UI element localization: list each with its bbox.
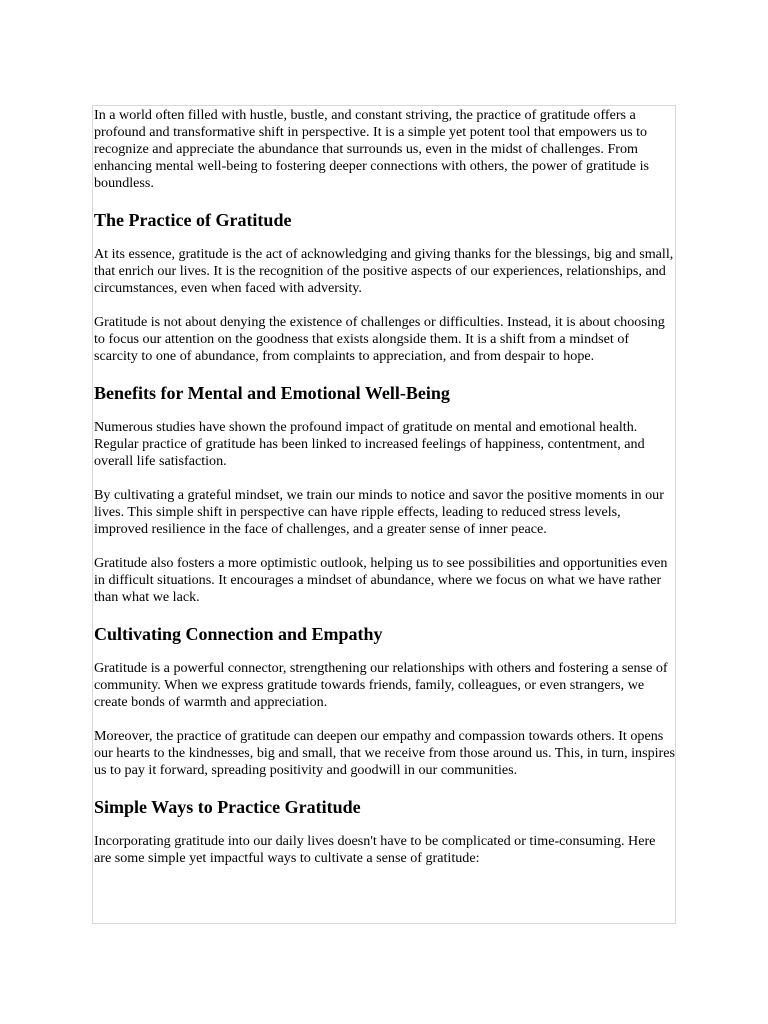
- paragraph: Moreover, the practice of gratitude can deepen our empathy and compassion towards others. It opens our hearts to the kindnesses, big and small, that we receive from those around us. This, in turn, inspires us to pay it forward, spreading positivity and goodwill in our communities.: [94, 728, 675, 778]
- section-heading-simple-ways: Simple Ways to Practice Gratitude: [94, 797, 361, 817]
- paragraph: Gratitude is a powerful connector, strengthening our relationships with others and fostering a sense of community. When we express gratitude towards friends, family, colleagues, or even strangers, we create bonds of warmth and appreciation.: [94, 660, 668, 710]
- paragraph: Gratitude also fosters a more optimistic outlook, helping us to see possibilities and opportunities even in difficult situations. It encourages a mindset of abundance, where we focus on what we have rather than what we lack.: [94, 555, 668, 605]
- section-heading-practice: The Practice of Gratitude: [94, 210, 292, 230]
- paragraph: At its essence, gratitude is the act of acknowledging and giving thanks for the blessings, big and small, that enrich our lives. It is the recognition of the positive aspects of our experiences, relationships, and circumstances, even when faced with adversity.: [94, 246, 674, 296]
- intro-paragraph: In a world often filled with hustle, bustle, and constant striving, the practice of gratitude offers a profound and transformative shift in perspective. It is a simple yet potent tool that empowers us to recognize and appreciate the abundance that surrounds us, even in the midst of challenges. From enhancing mental well-being to fostering deeper connections with others, the power of gratitude is boundless.: [94, 107, 649, 191]
- paragraph: Numerous studies have shown the profound impact of gratitude on mental and emotional health. Regular practice of gratitude has been linked to increased feelings of happiness, contentment, and overall life satisfaction.: [94, 419, 645, 469]
- paragraph: Gratitude is not about denying the existence of challenges or difficulties. Instead, it is about choosing to focus our attention on the goodness that exists alongside them. It is a shift from a mindset of scarcity to one of abundance, from complaints to appreciation, and from despair to hope.: [94, 314, 665, 364]
- section-heading-connection: Cultivating Connection and Empathy: [94, 624, 383, 644]
- article-body: [93, 106, 675, 867]
- paragraph: By cultivating a grateful mindset, we train our minds to notice and savor the positive moments in our lives. This simple shift in perspective can have ripple effects, leading to reduced stress levels, improved resilience in the face of challenges, and a greater sense of inner peace.: [94, 487, 664, 537]
- document-page: [92, 105, 676, 924]
- section-heading-benefits: Benefits for Mental and Emotional Well-Being: [94, 383, 450, 403]
- paragraph: Incorporating gratitude into our daily lives doesn't have to be complicated or time-consuming. Here are some simple yet impactful ways to cultivate a sense of gratitude:: [94, 833, 656, 866]
